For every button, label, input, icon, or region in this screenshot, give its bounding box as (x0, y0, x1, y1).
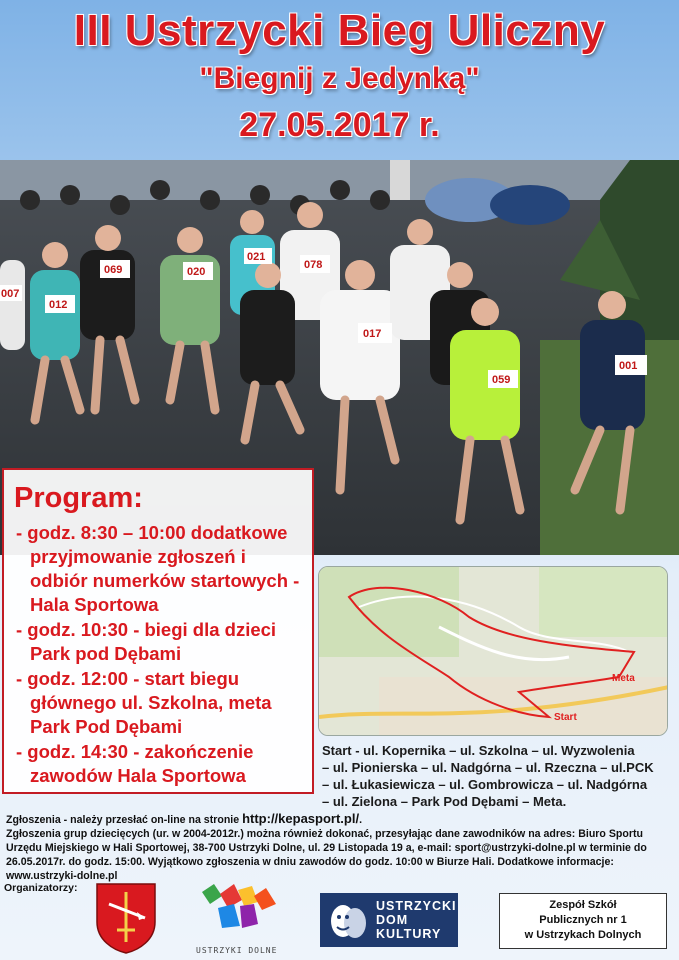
bib-6: 001 (619, 360, 638, 372)
registration-info (6, 812, 674, 883)
program-list (14, 521, 302, 788)
registration-groups-text: Zgłoszenia grup dziecięcych (ur. w 2004-2012r.) można również dokonać, przesyłając dane zawodników na adres: Biuro Sportu Urzędu Miejskiego w Hali Sportowej, 38-700 Ustrzyki Dolne, ul. 29 Listopada 19 a, e-mail: sport@ustrzyki-dolne.pl w terminie do 26.05.2017r. do godz. 15:00. Wyjątkowo zgłoszenia w dniu zawodów do godz. 10:00 w Biurze Hali. Dodatkowe informacje: www.ustrzyki-dolne.pl (6, 828, 647, 882)
map-start-label: Start (554, 712, 577, 723)
bib-5: 017 (363, 328, 382, 340)
poster-title: III Ustrzycki Bieg Uliczny (73, 6, 606, 55)
route-map (318, 566, 668, 736)
udk-line: KULTURY (376, 927, 442, 941)
program-box (2, 468, 314, 794)
bib-8: 021 (247, 251, 266, 263)
route-map-drawing (319, 567, 668, 736)
route-description (322, 742, 678, 810)
route-line: – ul. Łukasiewicza – ul. Gombrowicza – ul. Nadgórna (322, 777, 648, 792)
registration-link[interactable]: http://kepasport.pl/ (242, 811, 360, 826)
route-line: – ul. Zielona – Park Pod Dębami – Meta. (322, 794, 567, 809)
program-item: - godz. 10:30 - biegi dla dzieci Park pod Dębami (16, 619, 277, 664)
ustrzyki-dolne-caption: USTRZYKI DOLNE (196, 946, 278, 955)
bib-3: 012 (49, 299, 68, 311)
coat-of-arms-logo (95, 882, 157, 959)
route-line: Start - ul. Kopernika – ul. Szkolna – ul. Wyzwolenia (322, 743, 635, 758)
event-date: 27.05.2017 r. (239, 106, 440, 144)
registration-online-suffix: . (359, 814, 363, 826)
map-meta-label: Meta (612, 673, 635, 684)
bib-9: 007 (1, 288, 20, 300)
theatre-masks-icon (328, 901, 368, 941)
school-line: Publicznych nr 1 (539, 914, 627, 926)
program-item: - godz. 14:30 - zakończenie zawodów Hala Sportowa (16, 741, 254, 786)
udk-line: DOM (376, 913, 409, 927)
school-logo-box (499, 893, 667, 949)
program-item: - godz. 12:00 - start biegu głównego ul. Szkolna, meta Park Pod Dębami (16, 668, 272, 737)
bib-4: 078 (304, 259, 323, 271)
school-line: w Ustrzykach Dolnych (524, 929, 642, 941)
route-line: – ul. Pionierska – ul. Nadgórna – ul. Rzeczna – ul.PCK (322, 760, 654, 775)
udk-logo (320, 893, 458, 947)
program-item: - godz. 8:30 – 10:00 dodatkowe przyjmowanie zgłoszeń i odbiór numerków startowych - Hala Sportowa (16, 522, 300, 615)
bib-7: 059 (492, 374, 511, 386)
program-heading: Program: (14, 482, 143, 514)
registration-online-text: Zgłoszenia - należy przesłać on-line na stronie (6, 814, 243, 826)
ustrzyki-dolne-logo (200, 882, 280, 937)
ustrzyki-mountains-icon (200, 882, 280, 932)
poster-subtitle: "Biegnij z Jedynką" (199, 62, 480, 95)
bib-1: 069 (104, 264, 123, 276)
organizers-label: Organizatorzy: (4, 882, 78, 894)
bib-2: 020 (187, 266, 206, 278)
coat-of-arms-icon (95, 882, 157, 954)
school-line: Zespół Szkół (549, 899, 617, 911)
udk-line: USTRZYCKI (376, 899, 457, 913)
